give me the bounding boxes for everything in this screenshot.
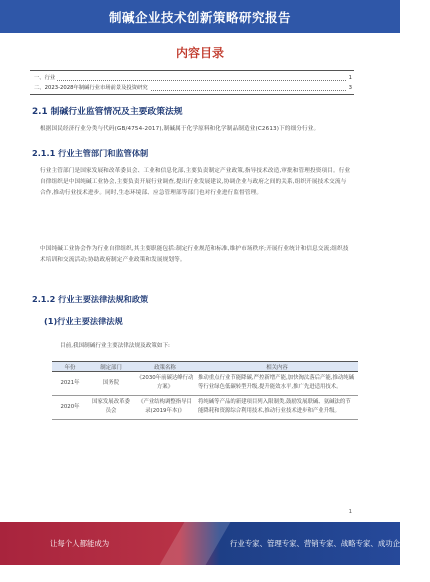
cell-policy: 《产业结构调整指导目录(2019年本)》: [134, 395, 196, 419]
toc-title: 内容目录: [175, 46, 224, 60]
report-header: [0, 0, 400, 33]
cell-dept: 国家发展改革委员会: [88, 395, 134, 419]
toc-item-page: 3: [348, 85, 352, 91]
cell-year: 2020年: [52, 395, 88, 419]
cell-content: 将纯碱等产品的新建项目列入限制类,鼓励发展联碱、氨碱法的节能降耗和资源综合利用技术,推动行业技术进步和产业升级。: [196, 395, 358, 419]
toc-dots: [34, 80, 346, 81]
toc-item[interactable]: [34, 84, 352, 93]
table-row: [52, 372, 358, 396]
report-title: 制碱企业技术创新策略研究报告: [108, 10, 291, 25]
footer-slogan-left: 让每个人都能成为: [50, 539, 110, 548]
section-2-1-1-paragraph-1: 行业主管部门是国家发展和改革委员会、工业和信息化部,主要负责制定产业政策,指导技术改造,审批和管理投资项目。行业自律组织是中国纯碱工业协会,主要负责开展行业调查,提出行业发展建议,协调企业与政府之间的关系,组织开展技术交流与合作,推动行业技术进步。同时,生态环境部、应急管理部等部门也对行业进行监督管理。: [40, 168, 351, 196]
col-header-content: 相关内容: [196, 362, 358, 372]
cell-content: 推动重点行业节能降碳,严控新增产能,加快淘汰落后产能,推动纯碱等行业绿色低碳转型升级,提升能效水平,推广先进适用技术。: [196, 372, 358, 396]
toc-top-rule: [30, 70, 354, 71]
page-number: 1: [348, 509, 352, 515]
section-heading-2-1-2: 2.1.2 行业主要法律法规和政策: [32, 294, 149, 304]
toc-item-text: 二、2023-2028年制碱行业市场前景及投资研究: [34, 85, 148, 91]
col-header-year: 年份: [52, 362, 88, 372]
cell-dept: 国务院: [88, 372, 134, 396]
toc-item-text: 一、行业: [34, 75, 56, 81]
col-header-dept: 制定部门: [88, 362, 134, 372]
cell-policy: 《2030年前碳达峰行动方案》: [134, 372, 196, 396]
section-heading-2-1: 2.1 制碱行业监管情况及主要政策法规: [32, 107, 183, 117]
section-2-1-text: 根据国民经济行业分类与代码(GB/4754-2017),制碱属于化学原料和化学制品制造业(C2613)下的细分行业。: [40, 126, 320, 132]
toc-item[interactable]: [34, 74, 352, 83]
col-header-policy: 政策名称: [134, 362, 196, 372]
section-heading-2-1-1: 2.1.1 行业主管部门和监管体制: [32, 148, 149, 158]
subsection-heading-laws: (1)行业主要法律法规: [44, 316, 123, 326]
footer-decor-slash: [150, 512, 236, 582]
section-2-1-1-paragraph-2: 中国纯碱工业协会作为行业自律组织,其主要职能包括:制定行业规范和标准,维护市场秩序;开展行业统计和信息交流;组织技术培训和交流活动;协助政府制定产业政策和发展规划等。: [40, 246, 349, 263]
table-row: [52, 395, 358, 419]
table-header-row: [52, 362, 358, 372]
table-intro: 目前,我国制碱行业主要法律法规及政策如下:: [60, 343, 170, 349]
footer-banner: [0, 522, 430, 565]
toc-bottom-rule: [30, 94, 354, 95]
policy-table: [52, 361, 358, 420]
toc-item-page: 1: [348, 75, 352, 81]
cell-year: 2021年: [52, 372, 88, 396]
footer-slogan-right: 行业专家、管理专家、营销专家、战略专家、成功企业家……: [230, 539, 430, 548]
